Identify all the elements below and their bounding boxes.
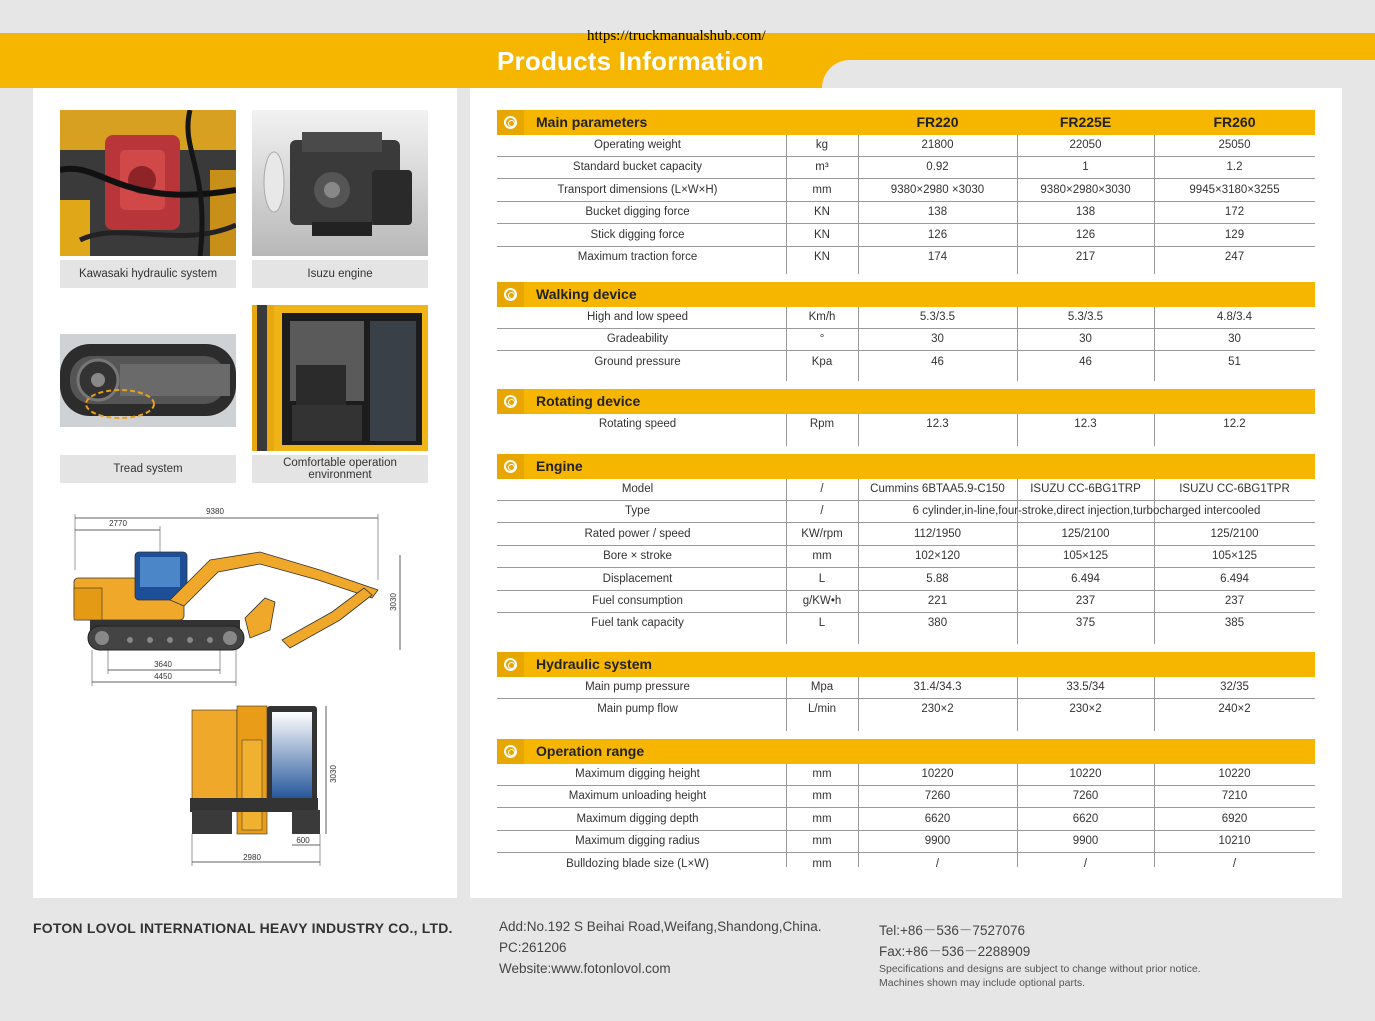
param-unit: / [820,483,824,495]
section-header [497,110,1315,135]
table-row [497,180,1315,202]
footer-address: Add:No.192 S Beihai Road,Weifang,Shandong,China. [499,919,822,934]
footer-tel: Tel:+86－536－7527076 [879,923,1025,938]
section-bullet-icon [497,739,524,764]
value-fr220: 102×120 [914,550,961,563]
value-fr225e: 9380×2980×3030 [1040,183,1131,196]
section-header [497,652,1315,677]
value-fr225e: 138 [1075,206,1096,219]
dim-base: 4450 [154,672,172,681]
value-fr220: 10220 [921,768,954,780]
value-fr225e: 125/2100 [1061,527,1110,540]
value-fr220: 46 [931,355,944,368]
section-header [497,389,1315,414]
param-name: Maximum unloading height [568,790,707,803]
dim-shoe: 600 [296,836,310,845]
param-unit: ° [819,333,825,346]
table-row [497,225,1315,247]
value-fr260: / [1232,857,1237,870]
dim-height: 3030 [389,593,398,611]
value-fr220: 221 [927,595,948,607]
footer-website[interactable]: Website:www.fotonlovol.com [499,961,671,976]
param-unit: L [818,572,826,585]
value-fr220: 9380×2980 ×3030 [890,183,985,196]
param-name: Model [621,483,654,495]
value-fr220: 5.88 [926,572,949,585]
section-header [497,739,1315,764]
table-row [497,854,1315,876]
param-unit: L [818,617,826,630]
caption-tread: Tread system [60,455,236,483]
value-fr220: 7260 [924,790,951,803]
param-name: Rated power / speed [584,527,691,540]
footer-note-2: Machines shown may include optional parts. [879,977,1086,989]
table-row [497,524,1315,546]
value-fr220: 31.4/34.3 [913,681,962,693]
cab-photo [252,305,428,451]
value-fr260: ISUZU CC-6BG1TPR [1179,483,1290,495]
param-unit: m³ [815,161,829,174]
table-row [497,157,1315,179]
param-name: Standard bucket capacity [572,161,703,174]
value-fr220: 112/1950 [913,527,962,540]
section-bullet-icon [497,389,524,414]
param-name: Maximum digging height [575,768,700,780]
param-unit: KW/rpm [801,527,843,540]
value-fr225e: 7260 [1072,790,1099,803]
dim-track: 3640 [154,660,172,669]
table-row [497,786,1315,808]
param-name: Maximum digging depth [576,812,699,825]
param-name: High and low speed [586,311,688,323]
param-name: Operating weight [594,139,681,151]
value-fr220: 0.92 [926,161,949,174]
value-fr260: 172 [1224,206,1245,219]
param-name: Transport dimensions (L×W×H) [557,183,718,196]
dim-front: 2770 [109,519,127,528]
side-dimension-drawing [60,500,420,690]
value-fr225e: 5.3/3.5 [1067,311,1104,323]
value-fr260: 6920 [1221,812,1248,825]
table-row [497,809,1315,831]
section-bullet-icon [497,110,524,135]
value-fr220: 174 [927,251,948,263]
param-name: Type [625,505,650,518]
table-row [497,831,1315,853]
param-unit: mm [812,857,832,870]
dim-width: 2980 [243,853,261,862]
value-fr260: 51 [1228,355,1241,368]
param-name: Maximum traction force [577,251,698,263]
table-row [497,546,1315,568]
table-row [497,591,1315,613]
section-bullet-icon [497,652,524,677]
param-unit: KN [814,228,830,241]
value-fr220: Cummins 6BTAA5.9-C150 [870,483,1005,495]
table-row [497,479,1315,501]
tread-photo [60,334,236,427]
section-header [497,454,1315,479]
table-row [497,501,1315,523]
value-fr260: 9945×3180×3255 [1189,183,1280,196]
param-unit: mm [812,812,832,825]
table-row [497,135,1315,157]
hydraulic-system-photo [60,110,236,256]
value-fr225e: 375 [1075,617,1096,630]
value-fr220: 6620 [924,812,951,825]
model-header: FR220 [916,114,959,130]
value-fr220: 30 [931,333,944,346]
table-row [497,307,1315,329]
banner-notch [822,60,1375,88]
table-row [497,613,1315,635]
param-unit: mm [812,183,832,196]
value-fr220: 380 [927,617,948,630]
footer-company: FOTON LOVOL INTERNATIONAL HEAVY INDUSTRY CO., LTD. [33,920,453,936]
table-row [497,677,1315,699]
dim-overall-length: 9380 [206,507,224,516]
value-fr260: 1.2 [1226,161,1243,174]
section-title: Engine [536,458,583,474]
param-name: Fuel tank capacity [591,617,684,630]
value-fr260: 240×2 [1218,703,1251,716]
footer-note-1: Specifications and designs are subject to change without prior notice. [879,963,1201,975]
model-header: FR225E [1059,114,1112,130]
value-fr225e: 1 [1082,161,1089,174]
section-bullet-icon [497,454,524,479]
param-name: Bore × stroke [603,550,672,563]
value-fr220: 12.3 [926,418,949,430]
value-fr225e: 217 [1075,251,1096,263]
param-unit: kg [815,139,829,151]
param-unit: g/KW•h [802,595,842,607]
value-fr225e: 30 [1079,333,1092,346]
param-unit: L/min [807,703,837,716]
footer-postcode: PC:261206 [499,940,567,955]
value-fr220: 230×2 [921,703,954,716]
param-name: Ground pressure [594,355,681,368]
model-header: FR260 [1213,114,1256,130]
section-title: Main parameters [536,114,648,130]
footer-fax: Fax:+86－536－2288909 [879,944,1031,959]
value-fr260: 7210 [1221,790,1248,803]
value-fr225e: 6620 [1072,812,1099,825]
table-row [497,247,1315,269]
value-fr225e: ISUZU CC-6BG1TRP [1030,483,1141,495]
param-unit: mm [812,550,832,563]
param-unit: mm [812,790,832,803]
table-row [497,352,1315,374]
value-fr260: 25050 [1218,139,1251,151]
value-fr225e: 46 [1079,355,1092,368]
param-unit: Rpm [809,418,835,430]
value-fr225e: 12.3 [1074,418,1097,430]
value-fr225e: 22050 [1069,139,1102,151]
dim-front-height: 3030 [329,765,338,783]
front-dimension-drawing [180,700,360,872]
param-name: Fuel consumption [592,595,683,607]
value-fr260: 125/2100 [1210,527,1259,540]
value-fr260: 129 [1224,228,1245,241]
page-title: Products Information [497,46,764,76]
param-name: Maximum digging radius [575,835,700,848]
table-row [497,764,1315,786]
value-fr225e: 237 [1075,595,1096,607]
value-fr220: 126 [927,228,948,241]
value-fr220: 21800 [921,139,954,151]
value-fr260: 105×125 [1211,550,1258,563]
value-fr225e: 9900 [1072,835,1099,848]
param-name: Displacement [602,572,673,585]
param-unit: Km/h [808,311,836,323]
value-fr225e: / [1083,857,1088,870]
value-fr220: 5.3/3.5 [919,311,956,323]
caption-engine: Isuzu engine [252,260,428,288]
value-fr225e: 105×125 [1062,550,1109,563]
param-name: Bucket digging force [585,206,690,219]
value-fr260: 10220 [1218,768,1251,780]
value-fr225e: 10220 [1069,768,1102,780]
value-fr220: / [935,857,940,870]
param-unit: / [820,505,824,518]
section-title: Hydraulic system [536,656,652,672]
table-row [497,329,1315,351]
value-fr260: 30 [1228,333,1241,346]
caption-cab: Comfortable operation environment [252,455,428,483]
table-row [497,414,1315,436]
section-header [497,282,1315,307]
section-title: Rotating device [536,393,641,409]
param-value-span: 6 cylinder,in-line,four-stroke,direct injection,turbocharged intercooled [912,505,1261,518]
table-row [497,699,1315,721]
table-row [497,202,1315,224]
param-name: Gradeability [606,333,669,346]
source-url[interactable]: https://truckmanualshub.com/ [587,28,766,44]
section-title: Operation range [536,743,645,759]
value-fr225e: 230×2 [1069,703,1102,716]
value-fr225e: 6.494 [1071,572,1100,585]
param-name: Rotating speed [598,418,677,430]
value-fr260: 247 [1224,251,1245,263]
value-fr225e: 126 [1075,228,1096,241]
table-row [497,569,1315,591]
param-name: Main pump pressure [585,681,690,693]
param-unit: Kpa [811,355,833,368]
value-fr225e: 33.5/34 [1066,681,1105,693]
engine-photo [252,110,428,256]
value-fr260: 237 [1224,595,1245,607]
param-name: Bulldozing blade size (L×W) [566,857,709,870]
param-unit: mm [812,835,832,848]
param-unit: KN [814,206,830,219]
param-unit: Mpa [810,681,834,693]
param-unit: mm [812,768,832,780]
value-fr260: 6.494 [1220,572,1249,585]
value-fr220: 138 [927,206,948,219]
param-name: Stick digging force [590,228,685,241]
param-name: Main pump flow [597,703,678,716]
value-fr260: 4.8/3.4 [1216,311,1253,323]
section-bullet-icon [497,282,524,307]
param-unit: KN [814,251,830,263]
section-title: Walking device [536,286,637,302]
value-fr220: 9900 [924,835,951,848]
caption-hydraulic: Kawasaki hydraulic system [60,260,236,288]
value-fr260: 385 [1224,617,1245,630]
value-fr260: 12.2 [1223,418,1246,430]
value-fr260: 32/35 [1220,681,1249,693]
value-fr260: 10210 [1218,835,1251,848]
